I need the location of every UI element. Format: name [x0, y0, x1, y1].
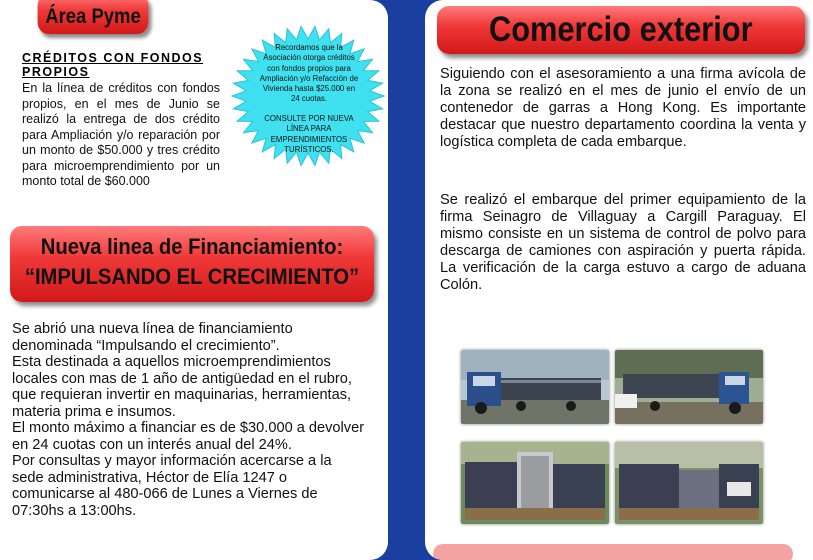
nueva-paragraph-3: El monto máximo a financiar es de $30.000 a devolver en 24 cuotas con un interés anual del 24%.	[12, 420, 365, 453]
area-pyme-tab: Área Pyme	[38, 0, 149, 34]
right-panel	[425, 0, 813, 560]
comex-paragraph-2: Se realizó el embarque del primer equipamiento de la firma Seinagro de Villaguay a Cargill Paraguay. El mismo consiste en un sistema de control de polvo para descarga de camiones con aspiración y puerta rápida. La verificación de la carga estuvo a cargo de aduana Colón.	[440, 192, 806, 293]
cargo-photo-1	[461, 442, 609, 524]
comex-paragraph-1: Siguiendo con el asesoramiento a una firma avícola de la zona se realizó en el mes de junio el envío de un contenedor de garras a Hong Kong. Es importante destacar que nuestro departamento coordina la venta y logística completa de cada embarque.	[440, 66, 806, 150]
nueva-title-line2: “IMPULSANDO EL CRECIMIENTO”	[24, 264, 360, 289]
comercio-exterior-tab	[437, 6, 805, 54]
starburst-callout	[230, 26, 386, 166]
nueva-paragraph-2: Esta destinada a aquellos microemprendimientos locales con mas de 1 año de antigüedad en el rubro, que requieran invertir en maquinarias, herramientas, materia prima e insumos.	[12, 354, 352, 420]
nueva-linea-tab	[10, 226, 374, 302]
comercio-exterior-title: Comercio exterior	[489, 10, 753, 49]
left-panel	[0, 0, 388, 560]
nueva-paragraph-1: Se abrió una nueva línea de financiamiento denominada “Impulsando el crecimiento”.	[12, 321, 293, 354]
creditos-heading: CRÉDITOS CON FONDOS PROPIOS	[22, 51, 204, 79]
next-section-tab	[433, 544, 793, 560]
nueva-linea-body	[12, 321, 367, 519]
nueva-title-line1: Nueva linea de Financiamiento:	[40, 234, 344, 259]
truck-photo-2	[615, 350, 763, 424]
cargo-photo-2	[615, 442, 763, 524]
creditos-body: En la línea de créditos con fondos propios, en el mes de Junio se realizó la entrega de dos crédito para Ampliación y/o reparación por un monto de $50.000 y tres crédito para microemprendimiento por un monto total de $60.000	[22, 81, 220, 188]
truck-photo-1	[461, 350, 609, 424]
burst-text-consulte: CONSULTE POR NUEVA LÍNEA PARA EMPRENDIMIENTOS TURÍSTICOS.	[264, 114, 354, 154]
nueva-paragraph-4: Por consultas y mayor información acercarse a la sede administrativa, Héctor de Elía 1247 o comunicarse al 480-066 de Lunes a Viernes de 07:30hs a 13:00hs.	[12, 453, 332, 519]
burst-text-creditos: Recordamos que la Asociación otorga créditos con fondos propios para Ampliación y/o Refacción de Vivienda hasta $25.000 en 24 cuotas.	[259, 43, 359, 104]
